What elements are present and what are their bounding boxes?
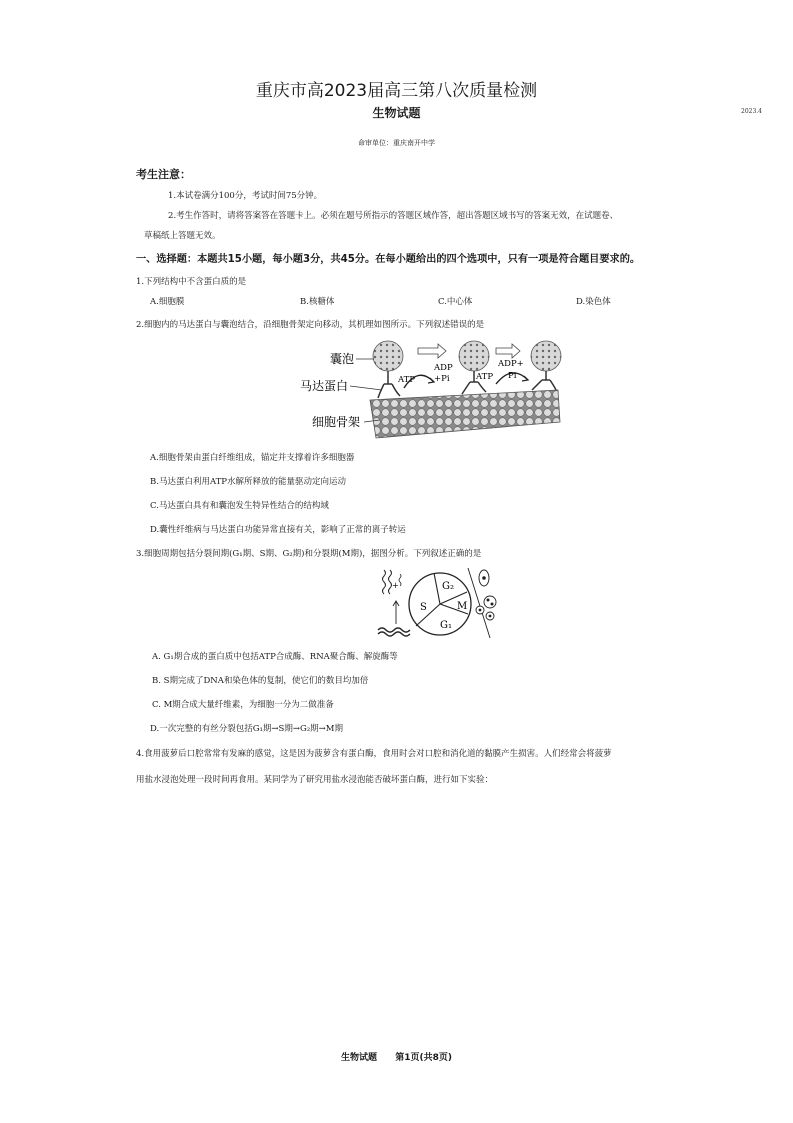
subject-title: 生物试题 [372,106,421,120]
exam-title: 重庆市高2023届高三第八次质量检测 [255,81,538,101]
q1-option-d: D.染色体 [576,297,611,307]
motor-protein-figure [300,336,570,444]
q1-option-c: C.中心体 [438,297,473,307]
direction-arrow-1 [418,344,446,358]
q4-line-2: 用盐水浸泡处理一段时间再食用。某同学为了研究用盐水浸泡能否破坏蛋白酶，进行如下实验： [136,775,494,785]
footer-page-number: 第1页(共8页) [395,1053,453,1063]
exam-date: 2023.4 [741,108,762,115]
q2-stem: 2.细胞内的马达蛋白与囊泡结合，沿细胞骨架定向移动，其机理如图所示。下列叙述错误的是 [136,320,485,330]
page-footer [0,1050,793,1063]
motor-protein-3 [532,371,556,390]
q1-option-a: A.细胞膜 [150,297,185,307]
adp-label-2a: ADP+ [498,359,524,369]
notice-item-2-cont: 草稿纸上答题无效。 [144,231,221,241]
q1-stem: 1.下列结构中不含蛋白质的是 [136,277,247,287]
q3-option-c: C. M期合成大量纤维素，为细胞一分为二做准备 [152,700,334,710]
q4-line-1: 4.食用菠萝后口腔常常有发麻的感觉，这是因为菠萝含有蛋白酶，食用时会对口腔和消化道的黏膜产生损害。人们经常会将菠萝 [136,749,612,759]
cell-icon-2 [484,596,496,608]
vesicle-2 [459,341,489,371]
phase-m: M [457,601,468,612]
vesicle-3 [531,341,561,371]
label-cytoskeleton: 细胞骨架 [312,415,361,429]
q2-option-b: B.马达蛋白利用ATP水解所释放的能量驱动定向运动 [150,477,347,487]
dna-strand-1 [383,570,386,594]
q3-option-a: A. G₁期合成的蛋白质中包括ATP合成酶、RNA聚合酶、解旋酶等 [152,652,398,662]
label-vesicle: 囊泡 [330,352,355,366]
footer-subject: 生物试题 [340,1053,377,1063]
atp-label-1: ATP [398,375,416,385]
plus-sign: + [392,581,399,590]
cytoskeleton-shape [370,390,560,438]
adp-label-1a: ADP [434,363,453,373]
label-motor-protein: 马达蛋白 [300,379,349,393]
adp-label-1b: +Pi [434,374,450,384]
phase-g2: G₂ [442,581,454,592]
notice-item-1: 1.本试卷满分100分，考试时间75分钟。 [168,191,323,201]
q2-option-a: A.细胞骨架由蛋白纤维组成，锚定并支撑着许多细胞器 [150,453,355,463]
cell-cycle-figure [372,566,504,642]
phase-g1: G₁ [440,620,452,631]
q3-option-b: B. S期完成了DNA和染色体的复制，使它们的数目均加倍 [152,676,369,686]
atp-label-2: ATP [476,372,494,382]
vesicle-1 [373,341,403,371]
notice-item-2: 2.考生作答时，请将答案答在答题卡上。必须在题号所指示的答题区域作答，超出答题区域书写的答案无效，在试题卷、 [168,211,619,221]
motor-protein-1 [378,371,400,398]
q3-option-d: D.一次完整的有丝分裂包括G₁期→S期→G₂期→M期 [150,724,344,734]
adp-label-2b: Pi [508,371,517,381]
q2-option-c: C.马达蛋白具有和囊泡发生特异性结合的结构域 [150,501,329,511]
q1-option-b: B.核糖体 [300,297,335,307]
issuing-unit: 命审单位：重庆南开中学 [358,139,435,147]
q3-stem: 3.细胞周期包括分裂间期(G₁期、S期、G₂期)和分裂期(M期)，据图分析。下列叙述正确的是 [136,549,482,559]
direction-arrow-2 [496,344,520,358]
section-heading: 一、选择题：本题共15小题，每小题3分，共45分。在每小题给出的四个选项中，只有一项是符合题目要求的。 [136,254,641,265]
phase-s: S [420,602,427,613]
q2-option-d: D.囊性纤维病与马达蛋白功能异常直接有关，影响了正常的离子转运 [150,525,406,535]
notice-heading: 考生注意： [136,168,191,181]
